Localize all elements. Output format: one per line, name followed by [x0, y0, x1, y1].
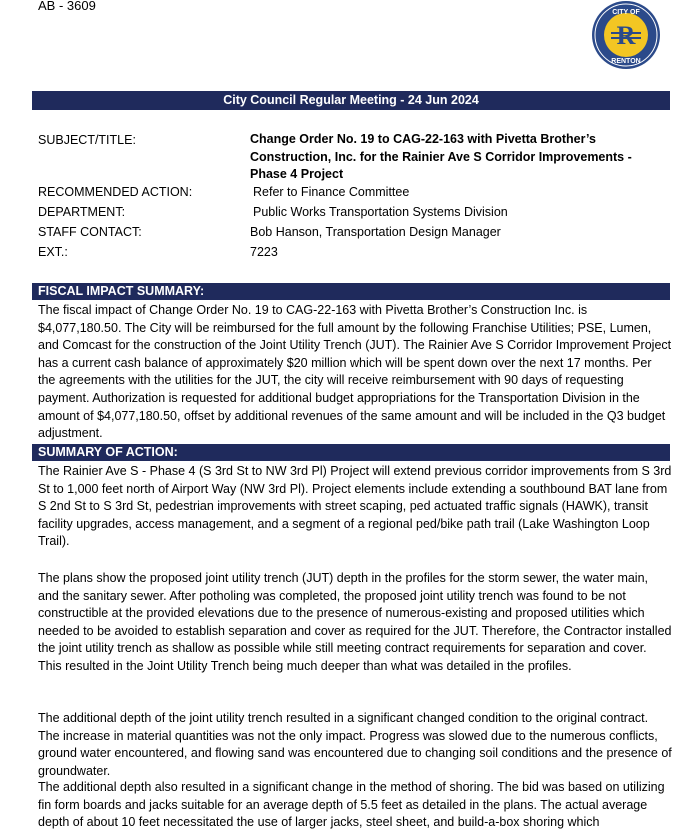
recommended-action-value: Refer to Finance Committee — [253, 185, 410, 199]
svg-text:RENTON: RENTON — [611, 58, 641, 65]
summary-paragraph-2: The plans show the proposed joint utility trench (JUT) depth in the profiles for the storm sewer, the water main, and the sanitary sewer. After potholing was completed, the proposed joint utility trench was found to be not constructible at the provided elevations due to the presence of numerous-existing and proposed utilities which needed to be avoided to establish separation and cover as required for the JUT. Therefore, the Contractor installed the joint utility trench as shallow as possible while still meeting contract requirements for separation and cover. This resulted in the Joint Utility Trench being much deeper than what was detailed in the profiles. — [38, 571, 672, 673]
fiscal-impact-heading: FISCAL IMPACT SUMMARY: — [32, 283, 670, 300]
subject-label: SUBJECT/TITLE: — [38, 133, 136, 147]
meeting-banner: City Council Regular Meeting - 24 Jun 2024 — [32, 91, 670, 110]
agenda-bill-number: AB - 3609 — [38, 0, 96, 13]
summary-paragraph-3: The additional depth of the joint utility trench resulted in a significant changed condition to the original contract. The increase in material quantities was not the only impact. Progress was slowed due to the numerous conflicts, ground water encountered, and flowing sand was encountered due to changing soil conditions and the presence of groundwater. — [38, 711, 672, 778]
ext-value: 7223 — [250, 245, 278, 259]
summary-paragraph-1: The Rainier Ave S - Phase 4 (S 3rd St to NW 3rd Pl) Project will extend previous corridor improvements from S 3rd St to 1,000 feet north of Airport Way (NW 3rd Pl). Project elements include extending a southbound BAT lane from S 2nd St to S 3rd St, pedestrian improvements with street scaping, ped actuated traffic signals (HAWK), transit facility upgrades, access management, and a segment of a regional ped/bike path trail (Lake Washington Loop Trail). — [38, 464, 672, 549]
department-label: DEPARTMENT: — [38, 205, 126, 219]
recommended-action-label: RECOMMENDED ACTION: — [38, 185, 193, 199]
svg-text:CITY OF: CITY OF — [612, 9, 640, 16]
summary-of-action-heading: SUMMARY OF ACTION: — [32, 444, 670, 461]
staff-contact-value: Bob Hanson, Transportation Design Manager — [250, 225, 501, 239]
ext-label: EXT.: — [38, 245, 68, 259]
subject-value: Change Order No. 19 to CAG-22-163 with Pivetta Brother’s Construction, Inc. for the Rainier Ave S Corridor Improvements - Phase 4 Project — [250, 132, 632, 181]
svg-text:R: R — [616, 21, 636, 50]
city-seal-logo — [591, 0, 661, 70]
department-value: Public Works Transportation Systems Division — [253, 205, 508, 219]
summary-paragraph-4: The additional depth also resulted in a significant change in the method of shoring. The bid was based on utilizing fin form boards and jacks suitable for an average depth of 5.5 feet as detailed in the plans. The actual average depth of about 10 feet necessitated the use of larger jacks, steel sheet, and build-a-box shoring which — [38, 780, 665, 830]
fiscal-impact-text: The fiscal impact of Change Order No. 19 to CAG-22-163 with Pivetta Brother’s Construction Inc. is $4,077,180.50. The City will be reimbursed for the full amount by the following Franchise Utilities; PSE, Lumen, and Comcast for the construction of the Joint Utility Trench (JUT). The Rainier Ave S Corridor Improvement Project has a current cash balance of approximately $20 million which will be spent down over the next 17 months. Per the agreements with the utilities for the JUT, the city will receive reimbursement with 90 days of requesting payment. Authorization is requested for additional budget appropriations for the Transportation Division in the amount of $4,077,180.50, offset by additional revenues of the same amount and will be included in the Q3 budget adjustment. — [38, 303, 672, 441]
staff-contact-label: STAFF CONTACT: — [38, 225, 142, 239]
